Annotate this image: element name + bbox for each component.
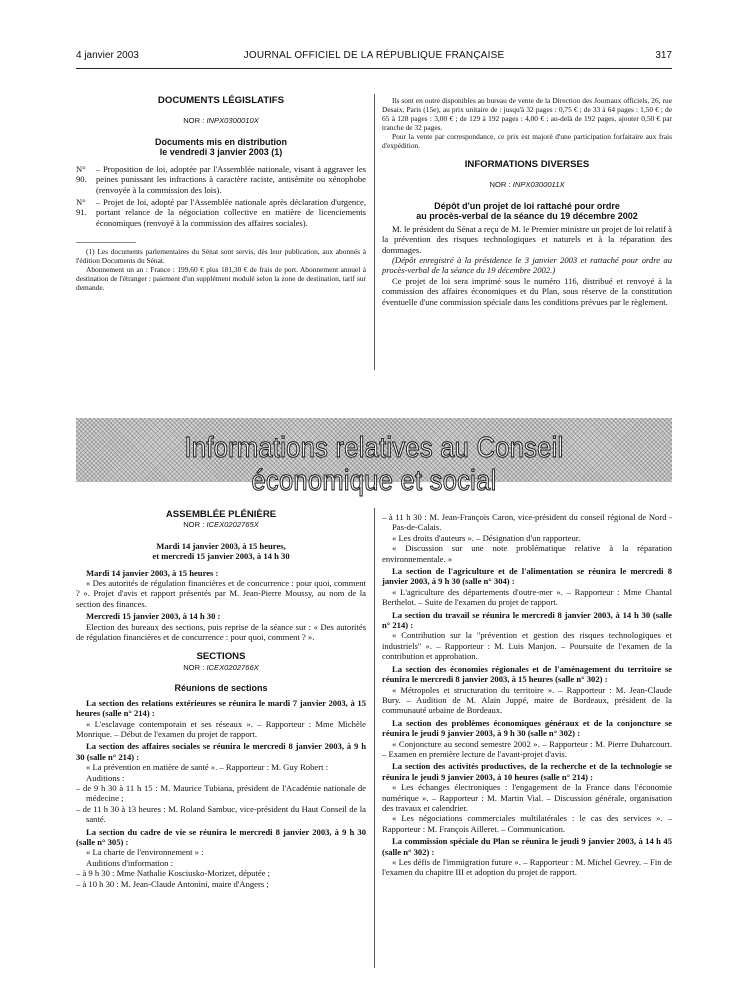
paragraph: « L'agriculture des départements d'outre-mer ». – Rapporteur : Mme Chantal Berthelot. – Suite de l'examen du projet de rapport. <box>382 586 672 608</box>
section-title: SECTIONS <box>196 651 246 663</box>
page-header <box>0 50 748 64</box>
paragraph: Pour la vente par correspondance, ce prix est majoré d'une participation forfaitaire aux frais d'expédition. <box>382 132 672 150</box>
right-bottom-column <box>382 512 672 878</box>
item-text: – Projet de loi, adopté par l'Assemblée nationale après déclaration d'urgence, portant relance de la négociation collective en matière de licenciements économiques (renvoyé à la commission des affaires sociales). <box>96 197 366 228</box>
paragraph: « Les échanges électroniques : l'engagement de la France dans l'économie numérique ». – Rapporteur : M. Martin Vial. – Discussion générale, organisation des travaux et calendrier. <box>382 782 672 813</box>
section-banner <box>76 418 672 497</box>
header-date: 4 janvier 2003 <box>76 50 139 61</box>
section-heading: La section des affaires sociales se réunira le mercredi 8 janvier 2003, à 9 h 30 (salle n° 214) : <box>76 741 366 762</box>
list-item: – à 9 h 30 : Mme Nathalie Kosciusko-Morizet, députée ; <box>76 868 271 879</box>
section-heading: La section du cadre de vie se réunira le mercredi 8 janvier 2003, à 9 h 30 (salle n° 305) : <box>76 826 366 848</box>
nor-code: ICEX0202766X <box>206 662 259 672</box>
section-heading: La section de l'agriculture et de l'alimentation se réunira le mercredi 8 janvier 2003, à 9 h 30 (salle n° 304) : <box>382 566 672 587</box>
date-line: Mardi 14 janvier 2003, à 15 heures, <box>156 540 286 551</box>
paragraph: M. le président du Sénat a reçu de M. le Premier ministre un projet de loi relatif à la prévention des risques technologiques et naturels et à la réparation des dommages. <box>382 223 672 255</box>
paragraph: « Les défis de l'immigration future ». – Rapporteur : M. Michel Gevrey. – Fin de l'examen du chapitre III et adoption du projet de rapport. <box>382 857 672 878</box>
section-heading: La section des relations extérieures se réunira le mardi 7 janvier 2003, à 15 heures (salle n° 214) : <box>76 697 366 719</box>
section-heading: La commission spéciale du Plan se réunira le jeudi 9 janvier 2003, à 14 h 45 (salle n° 302) : <box>382 836 672 857</box>
footnote-rule <box>76 242 136 243</box>
section-title: DOCUMENTS LÉGISLATIFS <box>157 95 285 106</box>
nor-label: NOR : <box>489 180 511 190</box>
paragraph: « Des autorités de régulation financières et de concurrence : pour quoi, comment ? ». Projet d'avis et rapport présentés par M. Jean-Pierre Moussy, au nom de la section des finances. <box>76 578 366 609</box>
paragraph: Ils sont en outre disponibles au bureau de vente de la Direction des Journaux officiels, 26, rue Desaix, Paris (15e), au prix unitaire de : jusqu'à 32 pages : 0,75 € ; de 33 à 64 pages : 1,50 € ; de 65 à 128 pages : 3,00 € ; de 129 à 192 pages : 4,00 € ; au-delà de 192 pages, ajouter 0,50 € par tranche de 32 pages. <box>382 96 672 132</box>
list-item: – à 11 h 30 : M. Jean-François Caron, vice-président du conseil régional de Nord - Pas-de-Calais. <box>382 512 672 533</box>
item-text: – Proposition de loi, adoptée par l'Assemblée nationale, visant à aggraver les peines punissant les infractions à caractère raciste, antisémite ou xénophobe (renvoyée à la commission des lois). <box>96 163 366 195</box>
column-divider <box>374 94 375 370</box>
paragraph: « Les négociations commerciales multilatérales : le cas des services ». – Rapporteur : M. François Ailleret. – Communication. <box>382 813 672 834</box>
paragraph: « Métropoles et structuration du territoire ». – Rapporteur : M. Jean-Claude Bury. – Audition de M. Alain Juppé, maire de Bordeaux, président de la communauté urbaine de Bordeaux. <box>382 684 672 716</box>
banner-title: Informations relatives au Conseil économique et social <box>184 432 564 497</box>
section-heading: La section des problèmes économiques généraux et de la conjoncture se réunira le jeudi 9 janvier 2003, à 9 h 30 (salle n° 302) : <box>382 717 672 739</box>
left-bottom-column <box>76 510 366 889</box>
list-item <box>76 197 366 228</box>
item-number: N° 90. <box>76 163 87 185</box>
nor-code: INPX0300011X <box>512 180 565 190</box>
paragraph: « Conjoncture au second semestre 2002 ». – Rapporteur : M. Pierre Duharcourt. – Examen en première lecture de l'avant-projet d'avis. <box>382 738 672 759</box>
nor-reference <box>76 663 366 673</box>
nor-label: NOR : <box>183 116 205 126</box>
paragraph: « Discussion sur une note problématique relative à la réparation environnementale. » <box>382 543 672 564</box>
list-item: – à 10 h 30 : M. Jean-Claude Antonini, maire d'Angers ; <box>76 878 269 889</box>
subtitle: au procès-verbal de la séance du 19 décembre 2002 <box>416 211 638 222</box>
paragraph: « La prévention en matière de santé ». – Rapporteur : M. Guy Robert : <box>86 762 328 773</box>
nor-label: NOR : <box>183 520 205 530</box>
sitting-heading: Mercredi 15 janvier 2003, à 14 h 30 : <box>86 611 221 622</box>
section-heading: La section des activités productives, de la recherche et de la technologie se réunira le jeudi 9 janvier 2003, à 10 heures (salle n° 214) : <box>382 761 672 782</box>
journal-title: JOURNAL OFFICIEL DE LA RÉPUBLIQUE FRANÇAISE <box>243 50 505 61</box>
section-title: ASSEMBLÉE PLÉNIÈRE <box>165 509 277 520</box>
paragraph: « Les droits d'auteurs ». – Désignation d'un rapporteur. <box>392 532 581 543</box>
left-top-column <box>76 96 366 292</box>
paragraph: Auditions d'information : <box>86 857 174 868</box>
paragraph: « L'esclavage contemporain et ses réseaux ». – Rapporteur : Mme Michèle Monrique. – Début de l'examen du projet de rapport. <box>76 718 366 739</box>
nor-reference <box>382 180 672 190</box>
subtitle: Dépôt d'un projet de loi rattaché pour ordre <box>434 200 620 211</box>
footnote: Abonnement un an : France : 199,60 € plus 181,30 € de frais de port. Abonnement annuel à destination de l'étranger : paiement d'un supplément modulé selon la zone de destination, tarif sur demande. <box>76 265 366 293</box>
paragraph: Ce projet de loi sera imprimé sous le numéro 116, distribué et renvoyé à la commission des affaires économiques et du Plan, sous réserve de la constitution éventuelle d'une commission spéciale dans les conditions prévues par le règlement. <box>382 275 672 307</box>
list-item <box>76 164 366 195</box>
subtitle: Documents mis en distribution <box>154 136 287 147</box>
header-rule <box>76 68 672 69</box>
section-heading: La section des économies régionales et de l'aménagement du territoire se réunira le mercredi 8 janvier 2003, à 15 heures (salle n° 302) : <box>382 663 672 685</box>
section-title: INFORMATIONS DIVERSES <box>464 159 590 170</box>
paragraph: Election des bureaux des sections, puis reprise de la séance sur : « Des autorités de régulation financières et de concurrence : pour quoi, comment ? ». <box>76 621 366 643</box>
nor-code: INPX0300010X <box>206 116 259 126</box>
nor-code: ICEX0202765X <box>206 520 259 530</box>
section-heading: La section du travail se réunira le mercredi 8 janvier 2003, à 14 h 30 (salle n° 214) : <box>382 609 672 631</box>
page-number: 317 <box>655 50 672 61</box>
footnote: (1) Les documents parlementaires du Sénat sont servis, dès leur publication, aux abonnés à l'édition Documents du Sénat. <box>76 247 366 266</box>
subtitle: Réunions de sections <box>174 683 268 694</box>
paragraph: Auditions : <box>86 772 125 783</box>
paragraph: « La charte de l'environnement » : <box>86 847 204 858</box>
column-divider <box>374 508 375 968</box>
nor-label: NOR : <box>183 662 205 672</box>
list-item: – de 11 h 30 à 13 heures : M. Roland Sambuc, vice-président du Haut Conseil de la santé. <box>76 803 366 825</box>
paragraph: (Dépôt enregistré à la présidence le 3 janvier 2003 et rattaché pour ordre au procès-verbal de la séance du 19 décembre 2002.) <box>382 255 672 276</box>
subtitle: le vendredi 3 janvier 2003 (1) <box>159 147 283 158</box>
list-item: – de 9 h 30 à 11 h 15 : M. Maurice Tubiana, président de l'Académie nationale de médecine ; <box>76 783 366 804</box>
paragraph: « Contribution sur la "prévention et gestion des risques technologiques et industriels" ». – Rapporteur : M. Luis Manjon. – Poursuite de l'examen de la contribution et approbation. <box>382 630 672 662</box>
nor-reference <box>76 116 366 126</box>
right-top-column <box>382 96 672 307</box>
date-line: et mercredi 15 janvier 2003, à 14 h 30 <box>152 551 290 562</box>
nor-reference <box>76 520 366 530</box>
item-number: N° 91. <box>76 197 87 218</box>
sitting-heading: Mardi 14 janvier 2003, à 15 heures : <box>86 567 219 578</box>
